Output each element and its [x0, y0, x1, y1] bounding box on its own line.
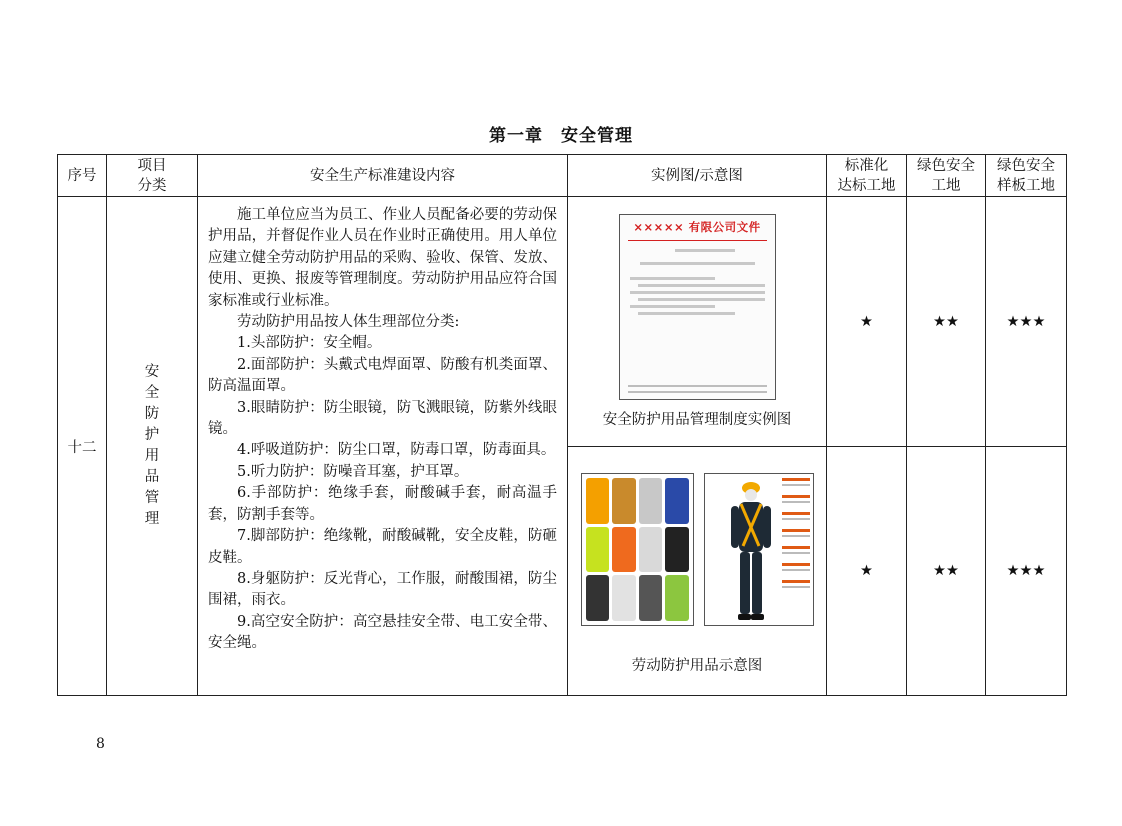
header-seq: 序号 [58, 155, 107, 197]
table-row [58, 197, 1067, 447]
example-cell-1 [568, 197, 827, 447]
ppe-items-image [581, 473, 694, 626]
table-header-row [58, 155, 1067, 197]
content-paragraph: 7.脚部防护：绝缘靴，耐酸碱靴，安全皮鞋，防砸皮鞋。 [208, 528, 557, 566]
content-paragraph: 4.呼吸道防护：防尘口罩，防毒口罩，防毒面具。 [237, 442, 556, 459]
header-model-site: 绿色安全 样板工地 [986, 155, 1067, 197]
content-paragraph: 2.面部防护：头戴式电焊面罩、防酸有机类面罩、防高温面罩。 [208, 356, 557, 395]
green-rating-1: ★★ [907, 197, 986, 447]
model-rating-2: ★★★ [986, 447, 1067, 696]
ppe-worker-image [704, 473, 814, 626]
content-paragraph: 5.听力防护：防噪音耳塞，护耳罩。 [237, 463, 469, 480]
model-rating-1: ★★★ [986, 197, 1067, 447]
row-seq: 十二 [58, 197, 107, 696]
content-paragraph: 1.头部防护：安全帽。 [237, 335, 382, 352]
header-content: 安全生产标准建设内容 [198, 155, 568, 197]
row-content [198, 197, 568, 696]
standards-table [57, 154, 1067, 696]
header-example: 实例图/示意图 [568, 155, 827, 197]
content-paragraph: 6.手部防护：绝缘手套，耐酸碱手套，耐高温手套，防割手套等。 [208, 485, 557, 523]
header-standard-site: 标准化 达标工地 [827, 155, 907, 197]
content-paragraph: 9.高空安全防护：高空悬挂安全带、电工安全带、安全绳。 [208, 613, 557, 652]
header-category: 项目 分类 [107, 155, 198, 197]
row-category: 安 全 防 护 用 品 管 理 [107, 197, 198, 696]
example-cell-2 [568, 447, 827, 696]
content-paragraph: 施工单位应当为员工、作业人员配备必要的劳动保护用品，并督促作业人员在作业时正确使用。用人单位应建立健全劳动防护用品的采购、验收、保管、发放、使用、更换、报废等管理制度。劳动防护用品应符合国家标准或行业标准。 [208, 207, 557, 309]
chapter-title: 第一章 安全管理 [489, 126, 633, 146]
green-rating-2: ★★ [907, 447, 986, 696]
standard-rating-1: ★ [827, 197, 907, 447]
document-header-text: ××××× 有限公司文件 [633, 220, 761, 234]
content-paragraph: 8.身躯防护：反光背心，工作服，耐酸围裙，防尘围裙，雨衣。 [208, 570, 557, 609]
content-paragraph: 劳动防护用品按人体生理部位分类: [237, 314, 460, 331]
policy-document-image [619, 214, 776, 400]
header-green-site: 绿色安全 工地 [907, 155, 986, 197]
standard-rating-2: ★ [827, 447, 907, 696]
page-number: 8 [96, 736, 105, 752]
example-caption-2: 劳动防护用品示意图 [631, 658, 763, 674]
content-paragraph: 3.眼睛防护：防尘眼镜，防飞溅眼镜，防紫外线眼镜。 [208, 399, 557, 438]
example-caption-1: 安全防护用品管理制度实例图 [602, 412, 792, 428]
